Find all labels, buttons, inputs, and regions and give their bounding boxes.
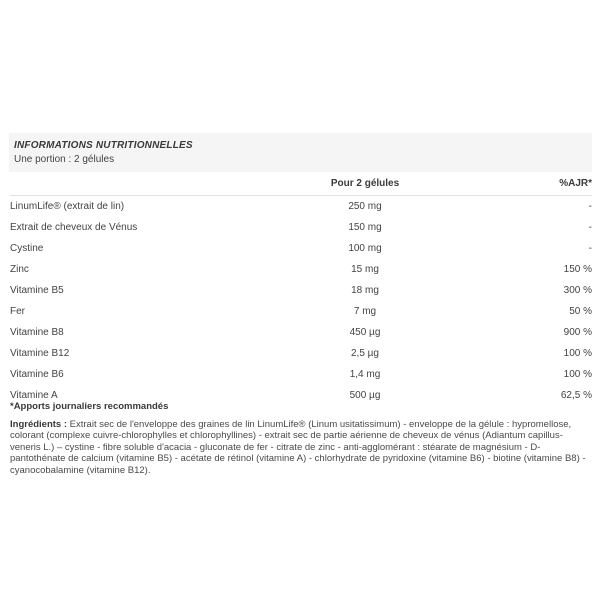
nutrition-header-band <box>9 133 592 172</box>
daily-allowance-footnote: *Apports journaliers recommandés <box>10 401 169 412</box>
row-label: Vitamine B6 <box>10 369 64 380</box>
row-label: Cystine <box>10 243 44 254</box>
row-amount: 2,5 µg <box>350 348 379 359</box>
table-row <box>10 322 592 343</box>
row-amount: 450 µg <box>349 327 381 338</box>
ingredients-paragraph <box>10 419 592 476</box>
table-row <box>10 280 592 301</box>
table-row <box>10 301 592 322</box>
row-label: Vitamine B5 <box>10 285 64 296</box>
row-label: Zinc <box>10 264 29 275</box>
row-ajr: - <box>588 201 592 212</box>
row-label: Fer <box>10 306 25 317</box>
row-label: Vitamine A <box>10 390 58 401</box>
row-label: LinumLife® (extrait de lin) <box>10 201 125 212</box>
row-label: Vitamine B12 <box>10 348 70 359</box>
ingredients-text: Extrait sec de l'enveloppe des graines de lin LinumLife® (Linum usitatissimum) - enveloppe de la gélule : hypromellose, colorant (complexe cuivre-chlorophylles et chlorophyllines) - extrait sec de partie aérienne de cheveux de vénus (Adiantum capillus-veneris L.) – cystine - fibre soluble d'acacia - gluconate de fer - citrate de zinc - anti-agglomérant : stéarate de magnésium - D-pantothénate de calcium (vitamine B5) - acétate de rétinol (vitamine A) - chlorhydrate de pyridoxine (vitamine B6) - biotine (vitamine B8) - cyanocobalamine (vitamine B12). <box>10 419 586 476</box>
row-label: Extrait de cheveux de Vénus <box>10 222 138 233</box>
table-row <box>10 259 592 280</box>
row-amount: 500 µg <box>349 390 381 401</box>
row-ajr: 62,5 % <box>560 390 592 401</box>
table-row <box>10 238 592 259</box>
panel-title: INFORMATIONS NUTRITIONNELLES <box>14 140 193 151</box>
table-header-row <box>10 172 592 196</box>
row-amount: 18 mg <box>351 285 379 296</box>
row-label: Vitamine B8 <box>10 327 64 338</box>
header-cell-ajr: %AJR* <box>559 178 592 189</box>
row-amount: 100 mg <box>348 243 382 254</box>
row-ajr: 100 % <box>563 348 592 359</box>
row-ajr: 150 % <box>563 264 592 275</box>
table-row <box>10 343 592 364</box>
serving-size-text: Une portion : 2 gélules <box>14 154 115 165</box>
row-ajr: - <box>588 243 592 254</box>
row-ajr: 50 % <box>569 306 592 317</box>
nutrition-table <box>10 172 592 406</box>
row-ajr: - <box>588 222 592 233</box>
row-amount: 7 mg <box>353 306 377 317</box>
row-ajr: 900 % <box>563 327 592 338</box>
table-row <box>10 196 592 217</box>
row-amount: 250 mg <box>348 201 382 212</box>
table-row <box>10 217 592 238</box>
row-ajr: 100 % <box>563 369 592 380</box>
row-amount: 1,4 mg <box>349 369 381 380</box>
row-amount: 150 mg <box>348 222 382 233</box>
row-amount: 15 mg <box>351 264 379 275</box>
row-ajr: 300 % <box>563 285 592 296</box>
header-cell-amount: Pour 2 gélules <box>330 178 400 189</box>
table-row <box>10 364 592 385</box>
ingredients-label: Ingrédients : <box>10 419 68 430</box>
